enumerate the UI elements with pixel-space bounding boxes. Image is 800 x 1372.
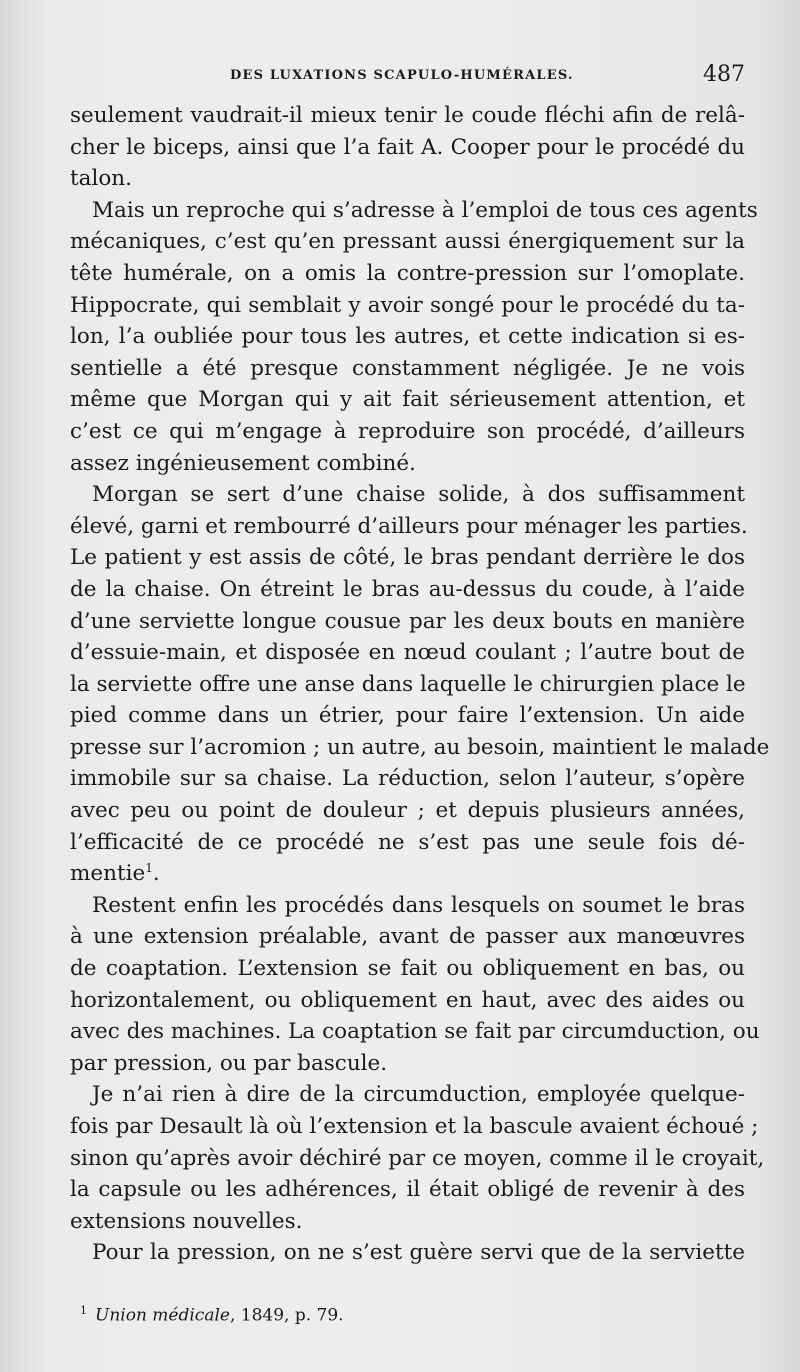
text-line: seulement vaudrait-il mieux tenir le coude fléchi afin de relâ- bbox=[70, 103, 745, 128]
text-line: Restent enfin les procédés dans lesquels on soumet le bras bbox=[92, 892, 745, 918]
footnote-source: Union médicale bbox=[95, 1305, 230, 1326]
text-line: extensions nouvelles. bbox=[70, 1208, 303, 1234]
paragraph bbox=[70, 100, 745, 195]
text-line: Pour la pression, on ne s’est guère servi que de la serviette bbox=[92, 1240, 745, 1266]
text-line: Mais un reproche qui s’adresse à l’emploi de tous ces agents bbox=[92, 197, 758, 223]
paragraph bbox=[70, 479, 770, 890]
text-line: à une extension préalable, avant de passer aux manœuvres bbox=[70, 924, 745, 950]
text-line: sentielle a été presque constamment négligée. Je ne vois bbox=[70, 355, 745, 381]
body-text bbox=[70, 100, 770, 1269]
text-line: d’essuie-main, et disposée en nœud coulant ; l’autre bout de bbox=[70, 640, 745, 666]
footnote-citation: , 1849, p. 79. bbox=[229, 1305, 344, 1326]
paragraph bbox=[70, 890, 760, 1080]
footnote-reference: 1 bbox=[145, 861, 153, 876]
text-line: Morgan se sert d’une chaise solide, à dos suffisamment bbox=[92, 482, 745, 508]
text-line: Le patient y est assis de côté, le bras pendant derrière le dos bbox=[70, 545, 745, 571]
text-line: la serviette offre une anse dans laquelle le chirurgien place le bbox=[70, 671, 746, 697]
text-line: avec peu ou point de douleur ; et depuis plusieurs années, bbox=[70, 798, 745, 824]
text-line: c’est ce qui m’engage à reproduire son procédé, d’ailleurs bbox=[70, 418, 745, 444]
text-line: cher le biceps, ainsi que l’a fait A. Cooper pour le procédé du bbox=[70, 134, 745, 160]
text-line: immobile sur sa chaise. La réduction, selon l’auteur, s’opère bbox=[70, 766, 745, 792]
text-line: l’efficacité de ce procédé ne s’est pas une seule fois dé- bbox=[70, 829, 745, 855]
text-line: talon. bbox=[70, 166, 132, 192]
text-line: Je n’ai rien à dire de la circumduction, employée quelque- bbox=[92, 1082, 745, 1108]
text-line: lon, l’a oubliée pour tous les autres, et cette indication si es- bbox=[70, 324, 745, 350]
text-line: de coaptation. L’extension se fait ou obliquement en bas, ou bbox=[70, 956, 745, 982]
text-line: sinon qu’après avoir déchiré par ce moyen, comme il le croyait, bbox=[70, 1145, 765, 1171]
text-line-with-note bbox=[70, 858, 745, 890]
text-line: avec des machines. La coaptation se fait par circumduction, ou bbox=[70, 1019, 760, 1045]
text-line: la capsule ou les adhérences, il était obligé de revenir à des bbox=[70, 1177, 745, 1203]
text-line: Hippocrate, qui semblait y avoir songé pour le procédé du ta- bbox=[70, 292, 745, 318]
text-line: même que Morgan qui y ait fait sérieusement attention, et bbox=[70, 387, 745, 413]
text-line-tail: . bbox=[152, 861, 160, 887]
text-line: d’une serviette longue cousue par les deux bouts en manière bbox=[70, 608, 745, 634]
text-line: de la chaise. On étreint le bras au-dessus du coude, à l’aide bbox=[70, 576, 745, 602]
paragraph bbox=[70, 1237, 745, 1269]
text-line: tête humérale, on a omis la contre-pression sur l’omoplate. bbox=[70, 260, 745, 286]
footnote-marker: 1 bbox=[80, 1304, 87, 1317]
paragraph bbox=[70, 195, 758, 479]
paragraph bbox=[70, 1079, 765, 1237]
text-line: assez ingénieusement combiné. bbox=[70, 450, 416, 476]
text-line: pied comme dans un étrier, pour faire l’extension. Un aide bbox=[70, 703, 745, 729]
page-number: 487 bbox=[703, 62, 745, 87]
text-line: presse sur l’acromion ; un autre, au besoin, maintient le malade bbox=[70, 734, 770, 760]
footnote bbox=[80, 1304, 740, 1326]
text-line: fois par Desault là où l’extension et la bascule avaient échoué ; bbox=[70, 1114, 759, 1139]
text-line: mécaniques, c’est qu’en pressant aussi énergiquement sur la bbox=[70, 229, 745, 255]
text-line: horizontalement, ou obliquement en haut, avec des aides ou bbox=[70, 987, 745, 1013]
text-line: élevé, garni et rembourré d’ailleurs pour ménager les parties. bbox=[70, 513, 748, 539]
text-line: par pression, ou par bascule. bbox=[70, 1050, 388, 1076]
text-line: mentie bbox=[70, 861, 146, 887]
running-head-title: DES LUXATIONS SCAPULO-HUMÉRALES. bbox=[230, 68, 574, 83]
running-head bbox=[70, 62, 745, 94]
